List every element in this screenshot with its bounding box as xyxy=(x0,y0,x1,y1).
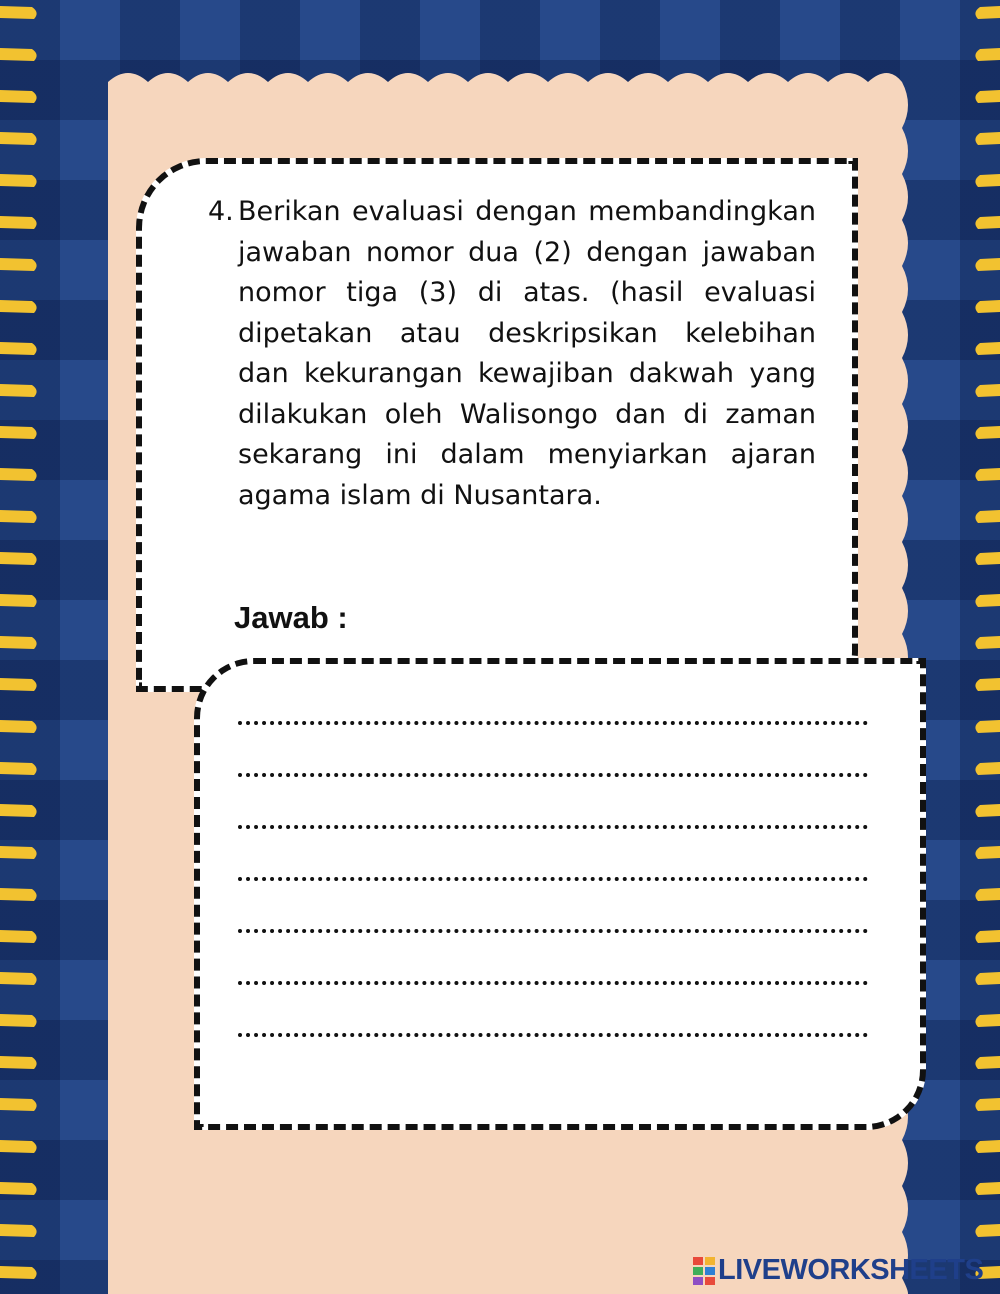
answer-line-2[interactable] xyxy=(238,752,868,777)
answer-label: Jawab : xyxy=(234,600,348,635)
answer-lines xyxy=(238,700,868,1064)
liveworksheets-brand[interactable] xyxy=(692,1254,983,1287)
answer-line-5[interactable] xyxy=(238,908,868,933)
brand-text: LIVEWORKSHEETS xyxy=(718,1254,984,1286)
answer-line-1[interactable] xyxy=(238,700,868,725)
answer-line-6[interactable] xyxy=(238,960,868,985)
question-text: Berikan evaluasi dengan membandingkan jawaban nomor dua (2) dengan jawaban nomor tiga (3) di atas. (hasil evaluasi dipetakan atau deskripsikan kelebihan dan kekurangan kewajiban dakwah yang dilakukan oleh Walisongo dan di zaman sekarang ini dalam menyiarkan ajaran agama islam di Nusantara. xyxy=(238,196,816,511)
answer-line-4[interactable] xyxy=(238,856,868,881)
question-number: 4. xyxy=(208,196,234,227)
answer-line-3[interactable] xyxy=(238,804,868,829)
liveworksheets-logo-icon xyxy=(692,1256,716,1286)
answer-line-7[interactable] xyxy=(238,1012,868,1037)
